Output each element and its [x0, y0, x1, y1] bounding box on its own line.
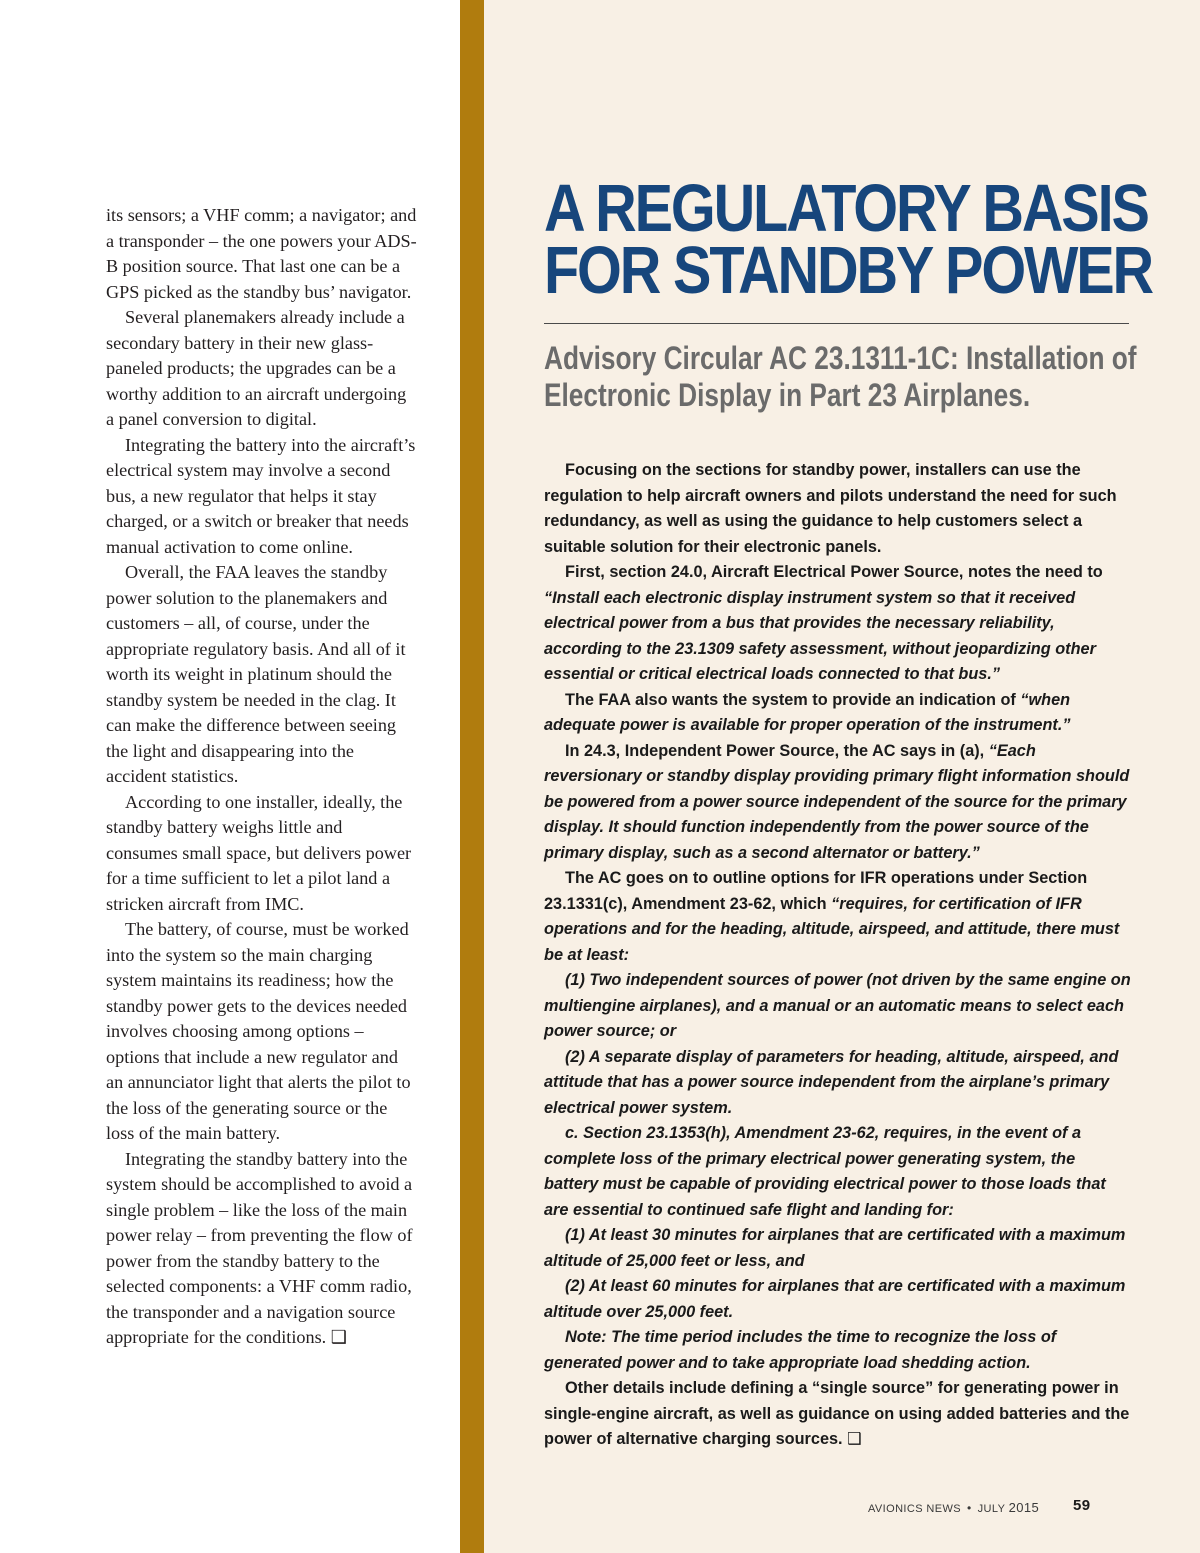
sidebar-paragraph — [544, 866, 1132, 968]
regulation-item: (2) A separate display of parameters for heading, altitude, airspeed, and attitude that has a power source independent from the airplane’s primary electrical power system. — [544, 1047, 1119, 1117]
sidebar-title — [544, 171, 1152, 308]
footer-separator: • — [967, 1501, 972, 1515]
regulation-item: (1) Two independent sources of power (not driven by the same engine on multiengine airplanes), and a manual or an automatic means to select each power source; or — [544, 971, 1131, 1040]
regulation-item: c. Section 23.1353(h), Amendment 23-62, requires, in the event of a complete loss of the primary electrical power generating system, the battery must be capable of providing electrical power to those loads that are essential to continued safe flight and landing for: — [544, 1124, 1106, 1219]
title-line: A REGULATORY BASIS — [544, 171, 1148, 246]
sidebar-paragraph: Other details include defining a “single source” for generating power in single-engine aircraft, as well as guidance on using added batteries and the power of alternative charging sources. ❑ — [544, 1379, 1130, 1448]
paragraph-lead: In 24.3, Independent Power Source, the AC says in (a), — [565, 741, 989, 760]
body-paragraph: Integrating the standby battery into the system should be accomplished to avoid a single problem – like the loss of the main power relay – from preventing the flow of power from the standby battery to the selected components: a VHF comm radio, the transponder and a navigation source appropriate for the conditions. ❑ — [106, 1148, 413, 1347]
sidebar-paragraph — [544, 1223, 1132, 1274]
regulation-item: (2) At least 60 minutes for airplanes that are certificated with a maximum altitude over 25,000 feet. — [544, 1277, 1126, 1321]
sidebar-paragraph — [544, 560, 1132, 688]
regulation-quote: “requires, for certification of IFR operations and for the heading, altitude, airspeed, and attitude, there must be at least: — [544, 894, 1120, 964]
regulation-note: Note: The time period includes the time to recognize the loss of generated power and to take appropriate load shedding action. — [544, 1328, 1057, 1372]
sidebar-paragraph — [544, 1045, 1132, 1122]
subtitle-line: Advisory Circular AC 23.1311-1C: Installation of — [544, 340, 1137, 376]
sidebar-paragraph — [544, 1325, 1132, 1376]
regulation-item: (1) At least 30 minutes for airplanes that are certificated with a maximum altitude of 25,000 feet or less, and — [544, 1226, 1126, 1270]
sidebar-paragraph — [544, 968, 1132, 1045]
left-column-article — [106, 203, 418, 1351]
paragraph-lead: First, section 24.0, Aircraft Electrical Power Source, notes the need to — [565, 563, 1103, 581]
body-paragraph: Several planemakers already include a secondary battery in their new glass-paneled products; the upgrades can be a worthy addition to an aircraft undergoing a panel conversion to digital. — [106, 307, 407, 429]
sidebar-body — [544, 458, 1132, 1453]
page-footer — [868, 1497, 1108, 1515]
sidebar-paragraph — [544, 1121, 1132, 1223]
body-paragraph: Overall, the FAA leaves the standby power solution to the planemakers and customers – all, of course, under the appropriate regulatory basis. And all of it worth its weight in platinum should the standby system be needed in the clag. It can make the difference between seeing the light and disappearing into the accident statistics. — [106, 562, 406, 786]
subtitle-line: Electronic Display in Part 23 Airplanes. — [544, 377, 1031, 413]
issue-year: 2015 — [1008, 1500, 1040, 1515]
paragraph-lead: The AC goes on to outline options for IFR operations under Section 23.1331(c), Amendment 23-62, which — [544, 869, 1088, 913]
title-line: FOR STANDBY POWER — [544, 233, 1152, 308]
page-number: 59 — [1073, 1497, 1091, 1514]
title-divider — [544, 323, 1129, 324]
sidebar-subtitle — [544, 340, 1137, 414]
body-paragraph: According to one installer, ideally, the standby battery weighs little and consumes small space, but delivers power for a time sufficient to let a pilot land a stricken aircraft from IMC. — [106, 791, 412, 914]
body-paragraph: Integrating the battery into the aircraft’s electrical system may involve a second bus, a new regulator that helps it stay charged, or a switch or breaker that needs manual activation to come online. — [106, 434, 416, 557]
body-paragraph: its sensors; a VHF comm; a navigator; and a transponder – the one powers your ADS-B position source. That last one can be a GPS picked as the standby bus’ navigator. — [106, 205, 417, 302]
sidebar-paragraph: Focusing on the sections for standby power, installers can use the regulation to help aircraft owners and pilots understand the need for such redundancy, as well as using the guidance to help customers select a suitable solution for their electronic panels. — [544, 461, 1117, 556]
regulation-quote: “Install each electronic display instrument system so that it received electrical power from a bus that provides the necessary reliability, according to the 23.1309 safety assessment, without jeopardizing other essential or critical electrical loads connected to that bus.” — [544, 588, 1096, 683]
sidebar-paragraph — [544, 739, 1132, 867]
regulation-quote: “when adequate power is available for proper operation of the instrument.” — [544, 690, 1071, 734]
paragraph-lead: The FAA also wants the system to provide an indication of — [565, 690, 1021, 709]
body-paragraph: The battery, of course, must be worked into the system so the main charging system maintains its readiness; how the standby power gets to the devices needed involves choosing among options – options that include a new regulator and an annunciator light that alerts the pilot to the loss of the generating source or the loss of the main battery. — [106, 919, 411, 1143]
regulation-quote: “Each reversionary or standby display providing primary flight information should be powered from a power source independent of the source for the primary display. It should function independently from the power source of the primary display, such as a second alternator or battery.” — [544, 741, 1130, 862]
issue-month: JULY — [977, 1503, 1006, 1515]
sidebar-paragraph — [544, 1274, 1132, 1325]
accent-bar — [460, 0, 484, 1553]
sidebar-paragraph — [544, 688, 1132, 739]
publication-name: AVIONICS NEWS — [868, 1503, 962, 1515]
